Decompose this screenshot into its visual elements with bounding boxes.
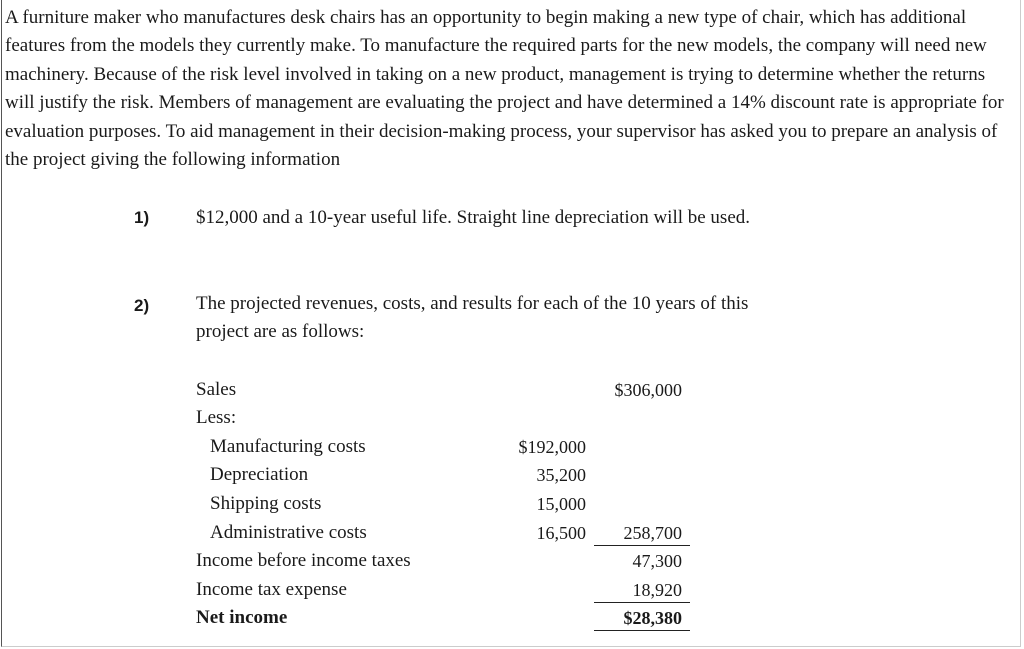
subtotal-rule: [594, 545, 690, 546]
total-costs-value: 258,700: [623, 523, 682, 543]
sales-value: $306,000: [614, 380, 682, 400]
intro-paragraph: A furniture maker who manufactures desk chairs has an opportunity to begin making a new type of chair, which has additional features from the models they currently make. To manufacture the required parts for the new models, the company will need new machinery. Because of the risk level involved in taking on a new product, management is trying to determine whether the returns will justify the risk. Members of management are evaluating the project and have determined a 14% discount rate is appropriate for evaluation purposes. To aid management in their decision-making process, your supervisor has asked you to prepare an analysis of the project giving the following information: [5, 7, 1004, 171]
net-income-label: Net income: [196, 607, 288, 628]
ibt-value: 47,300: [632, 551, 682, 571]
cost-label: Administrative costs: [210, 522, 367, 543]
net-income-rule: [594, 630, 690, 631]
item-text: The projected revenues, costs, and results for each of the 10 years of this project are as follows:: [196, 293, 749, 342]
cost-value: 15,000: [536, 494, 586, 514]
sales-label: Sales: [196, 379, 237, 400]
tax-value: 18,920: [632, 580, 682, 600]
item-text: $12,000 and a 10-year useful life. Straight line depreciation will be used.: [196, 207, 751, 228]
cost-label: Shipping costs: [210, 493, 322, 514]
ibt-label: Income before income taxes: [196, 550, 411, 571]
cost-value: $192,000: [518, 437, 586, 457]
less-label: Less:: [196, 407, 237, 428]
tax-rule: [594, 602, 690, 603]
cost-value: 35,200: [536, 465, 586, 485]
net-income-value: $28,380: [623, 608, 682, 628]
item-number: 1): [134, 208, 150, 227]
item-number: 2): [134, 296, 150, 315]
cost-label: Depreciation: [210, 464, 309, 485]
tax-label: Income tax expense: [196, 579, 347, 600]
cost-value: 16,500: [536, 523, 586, 543]
cost-label: Manufacturing costs: [210, 436, 366, 457]
